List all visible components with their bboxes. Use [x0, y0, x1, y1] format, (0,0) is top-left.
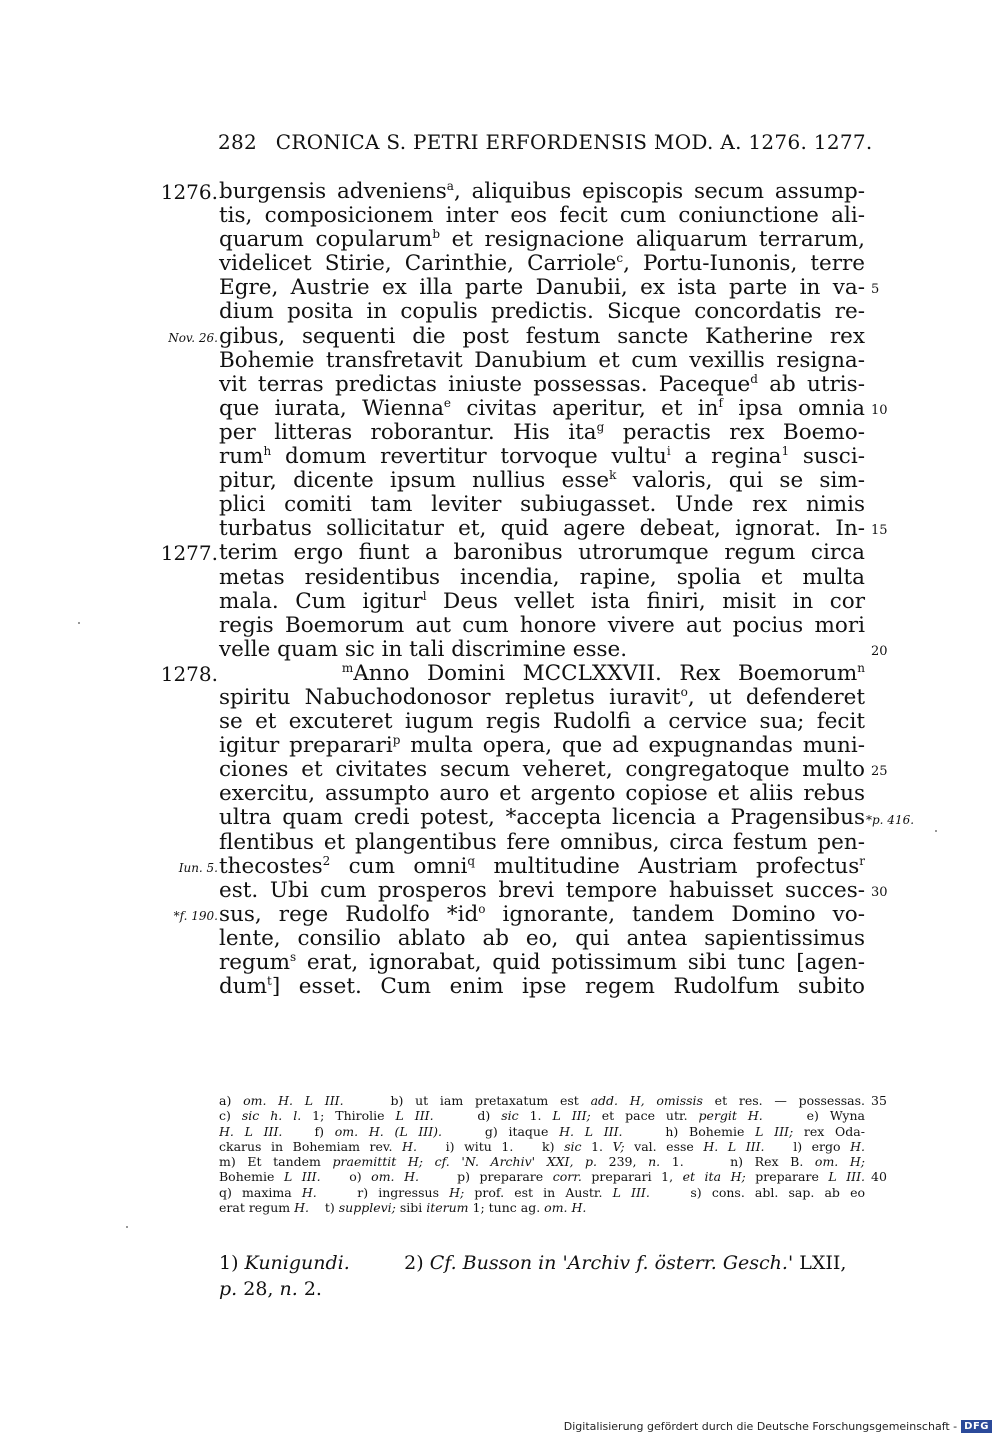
text-line [0, 517, 1000, 541]
text-line [0, 445, 1000, 469]
line-text: se et excuteret iugum regis Rudolfi a cervice sua; fecit [219, 709, 865, 735]
line-text: que iurata, Wienna$^e$ civitas aperitur, et $in^f$ ipsa omnia [219, 395, 865, 421]
line-text: igitur preparari$^p$ multa opera, que ad expugnandas muni- [219, 733, 865, 759]
apparatus-text: erat regum H. t) supplevi; sibi iterum 1; tunc ag. om. H. [219, 1200, 587, 1216]
line-text: velle quam sic in tali discrimine esse. [219, 636, 628, 662]
apparatus-line [219, 1124, 865, 1139]
text-line [0, 831, 1000, 855]
text-line [0, 662, 1000, 686]
line-text: rum$^h$ domum revertitur torvoque vultu$^i$ a regina$^1$ susci- [219, 444, 865, 470]
dfg-logo: DFG [961, 1420, 992, 1433]
line-text: lente, consilio ablato ab eo, qui antea sapientissimus [219, 925, 865, 951]
line-number: 30 [871, 884, 888, 900]
line-text: turbatus sollicitatur et, quid agere debeat, ignorat. In- [219, 516, 865, 542]
line-text: vit terras predictas iniuste possessas. Paceque$^d$ ab utris- [219, 371, 865, 397]
line-number: 35 [871, 1093, 887, 1108]
text-line [0, 638, 1000, 662]
line-text: quarum copularum$^b$ et resignacione aliquarum terrarum, [219, 227, 865, 253]
apparatus-text: m) Et tandem praemittit H; cf. 'N. Archiv' XXI, p. 239, n. 1. n) Rex B. om. H; [219, 1154, 865, 1170]
text-line [0, 566, 1000, 590]
apparatus-line [219, 1108, 865, 1123]
text-line [0, 855, 1000, 879]
apparatus-line [219, 1185, 865, 1200]
line-text: tis, composicionem inter eos fecit cum coniunctione ali- [219, 203, 865, 229]
text-line [0, 951, 1000, 975]
line-text: spiritu Nabuchodonosor repletus iuravit$^o$, ut defenderet [219, 684, 865, 710]
line-text: thecostes$^2$ cum omni$^q$ multitudine Austriam profectus$^r$ [219, 853, 865, 879]
text-line [0, 180, 1000, 204]
credit-text: Digitalisierung gefördert durch die Deutsche Forschungsgemeinschaft - [563, 1420, 958, 1433]
text-line [0, 782, 1000, 806]
line-text: mala. Cum igitur$^l$ Deus vellet ista finiri, misit in cor [219, 588, 865, 614]
line-text: pitur, dicente ipsum nullius esse$^k$ valoris, qui se sim- [219, 468, 865, 494]
text-line [0, 228, 1000, 252]
footnote-line: p. 28, n. 2. [219, 1278, 322, 1300]
critical-apparatus [219, 1093, 887, 1216]
main-text [0, 180, 1000, 999]
line-number: 20 [871, 643, 888, 659]
apparatus-text: a) om. H. L III. b) ut iam pretaxatum est add. H, omissis et res. — possessas. [219, 1093, 865, 1108]
left-margin-note: 1276. [160, 180, 218, 204]
text-line [0, 710, 1000, 734]
text-line [0, 397, 1000, 421]
apparatus-text: ckarus in Bohemiam rev. H. i) witu 1. k) sic 1. V; val. esse H. L III. l) ergo H. [219, 1138, 865, 1154]
footnotes [219, 1250, 865, 1302]
text-line [0, 758, 1000, 782]
line-text: Egre, Austrie ex illa parte Danubii, ex ista parte in va- [219, 275, 865, 301]
line-text: plici comiti tam leviter subiugasset. Unde rex nimis [219, 492, 865, 518]
line-text: ciones et civitates secum veheret, congregatoque multo [219, 757, 865, 783]
line-number: 40 [871, 1169, 887, 1185]
line-number: 5 [871, 282, 880, 298]
line-text: dum$^t$] esset. Cum enim ipse regem Rudolfum subito [219, 974, 865, 1000]
line-text: sus, rege Rudolfo $*id^o$ ignorante, tandem Domino vo- [219, 901, 865, 927]
apparatus-line [219, 1093, 887, 1108]
apparatus-text: Bohemie L III. o) om. H. p) preparare corr. preparari 1, et ita H; preparare L III. [219, 1169, 865, 1185]
line-number: 10 [871, 402, 888, 418]
apparatus-line [219, 1154, 865, 1169]
text-line [0, 204, 1000, 228]
line-text: regis Boemorum aut cum honore vivere aut pocius mori [219, 612, 865, 638]
line-text: exercitu, assumpto auro et argento copiose et aliis rebus [219, 781, 865, 807]
apparatus-line [219, 1200, 865, 1215]
line-text: regum$^s$ erat, ignorabat, quid potissimum sibi tunc [agen- [219, 950, 865, 975]
scan-speck [126, 1226, 128, 1228]
line-text: dium posita in copulis predictis. Sicque concordatis re- [219, 299, 865, 325]
text-line [0, 276, 1000, 300]
text-line [0, 806, 1000, 830]
apparatus-text: q) maxima H. r) ingressus H; prof. est in Austr. L III. s) cons. abl. sap. ab eo [219, 1184, 865, 1200]
apparatus-text: H. L III. f) om. H. (L III). g) itaque H. L III. h) Bohemie L III; rex Oda- [219, 1123, 865, 1139]
line-text: metas residentibus incendia, rapine, spolia et multa [219, 564, 865, 590]
text-line [0, 590, 1000, 614]
text-line [0, 493, 1000, 517]
text-line [0, 252, 1000, 276]
apparatus-line [219, 1139, 865, 1154]
line-text: Bohemie transfretavit Danubium et cum vexillis resigna- [219, 347, 865, 373]
left-margin-note: 1278. [160, 661, 218, 686]
line-text: $^m$Anno Domini MCCLXXVII. Rex Boemorum$^n$ [341, 660, 865, 686]
text-line [0, 541, 1000, 565]
line-text: est. Ubi cum prosperos brevi tempore habuisset succes- [219, 877, 865, 903]
text-line [0, 421, 1000, 445]
left-margin-note: *f. 190. [173, 908, 218, 923]
text-line [0, 686, 1000, 710]
apparatus-text: c) sic h. l. 1; Thirolie L III. d) sic 1. L III; et pace utr. pergit H. e) Wyna [219, 1108, 865, 1124]
left-margin-note: Iun. 5. [178, 860, 218, 875]
text-line [0, 325, 1000, 349]
text-line [0, 734, 1000, 758]
text-line [0, 373, 1000, 397]
left-margin-note: Nov. 26. [168, 330, 218, 345]
line-text: per litteras roborantur. His ita$^g$ peractis rex Boemo- [219, 419, 865, 445]
line-text: flentibus et plangentibus fere omnibus, circa festum pen- [219, 829, 865, 855]
text-line [0, 349, 1000, 373]
scan-speck [935, 830, 937, 832]
digitization-credit [564, 1420, 992, 1433]
page-number: 282 [218, 130, 258, 154]
right-margin-note: *p. 416. [866, 813, 915, 828]
line-number: 25 [871, 764, 888, 780]
text-line [0, 975, 1000, 999]
text-line [0, 879, 1000, 903]
line-text: ultra quam credi potest, *accepta licencia a Pragensibus [219, 805, 865, 831]
apparatus-line [219, 1169, 887, 1185]
footnote-line: 1) Kunigundi. 2) Cf. Busson in 'Archiv f. österr. Gesch.' LXII, [219, 1252, 847, 1274]
line-number: 15 [871, 523, 888, 539]
line-text: videlicet Stirie, Carinthie, Carriole$^c$, Portu-Iunonis, terre [219, 251, 866, 277]
text-line [0, 614, 1000, 638]
text-line [0, 927, 1000, 951]
line-text: terim ergo fiunt a baronibus utrorumque regum circa [219, 540, 865, 566]
text-line [0, 469, 1000, 493]
running-header [218, 130, 873, 154]
line-text: gibus, sequenti die post festum sancte Katherine rex [219, 323, 865, 349]
running-title: CRONICA S. PETRI ERFORDENSIS MOD. A. 1276. 1277. [275, 130, 873, 154]
scan-speck [78, 622, 80, 624]
line-text: burgensis adveniens$^a$, aliquibus episcopis secum assump- [219, 179, 866, 204]
text-line [0, 300, 1000, 324]
text-line [0, 903, 1000, 927]
left-margin-note: 1277. [160, 541, 218, 566]
